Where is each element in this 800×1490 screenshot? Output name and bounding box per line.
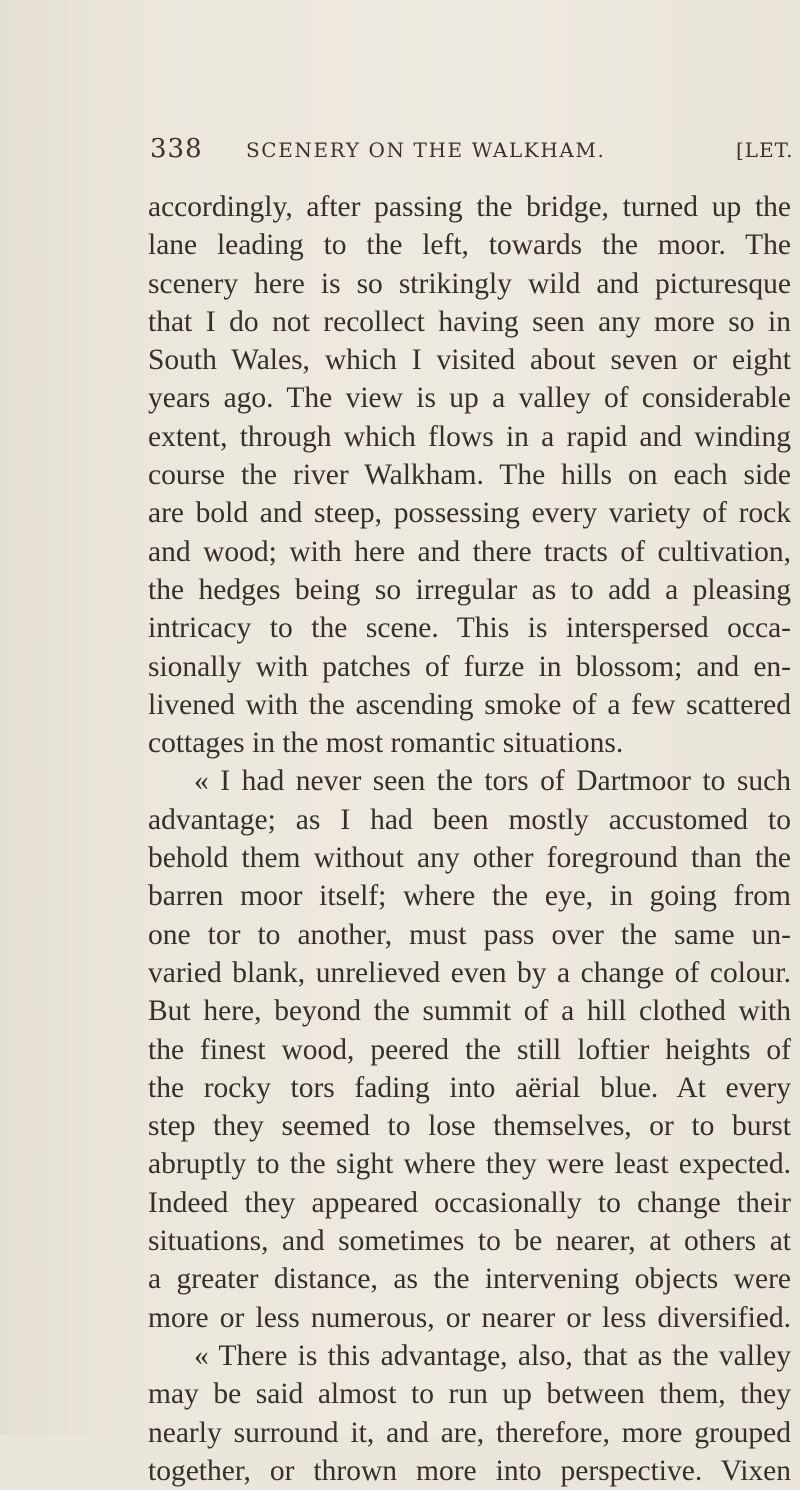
text-line: situations, and sometimes to be nearer, at others at: [148, 1225, 791, 1258]
text-line: abruptly to the sight where they were least expected.: [148, 1148, 791, 1181]
text-line: South Wales, which I visited about seven or eight: [148, 344, 791, 377]
text-line: together, or thrown more into perspective. Vixen: [148, 1454, 791, 1487]
page-number: 338: [150, 134, 203, 164]
text-line: sionally with patches of furze in blossom; and en-: [148, 650, 791, 683]
text-line: advantage; as I had been mostly accustomed to: [148, 803, 791, 836]
text-line: years ago. The view is up a valley of considerable: [148, 382, 791, 415]
text-line: course the river Walkham. The hills on each side: [148, 459, 791, 492]
text-line: one tor to another, must pass over the same un-: [148, 918, 791, 951]
page-header: [150, 134, 800, 184]
text-line: Indeed they appeared occasionally to change their: [148, 1186, 791, 1219]
text-line: accordingly, after passing the bridge, turned up the: [148, 191, 791, 223]
text-line: scenery here is so strikingly wild and picturesque: [148, 267, 791, 300]
text-line: the hedges being so irregular as to add a pleasing: [148, 573, 791, 606]
body-text: [148, 188, 791, 1490]
text-line: behold them without any other foreground than the: [148, 842, 791, 875]
text-line: But here, beyond the summit of a hill clothed with: [148, 995, 791, 1028]
text-line: lane leading to the left, towards the moor. The: [148, 229, 791, 262]
text-line: a greater distance, as the intervening objects were: [148, 1263, 791, 1296]
text-line: the rocky tors fading into aërial blue. At every: [148, 1071, 791, 1104]
text-line: step they seemed to lose themselves, or to burst: [148, 1110, 791, 1143]
text-line: intricacy to the scene. This is interspersed occa-: [148, 612, 791, 645]
text-line: cottages in the most romantic situations.: [148, 727, 624, 760]
text-line: the finest wood, peered the still loftier heights of: [148, 1033, 791, 1066]
text-line: are bold and steep, possessing every variety of rock: [148, 497, 791, 530]
text-line: nearly surround it, and are, therefore, more grouped: [148, 1416, 791, 1449]
section-mark: [LET.: [736, 138, 794, 162]
text-line: may be said almost to run up between them, they: [148, 1378, 791, 1411]
text-line: livened with the ascending smoke of a few scattered: [148, 688, 791, 721]
running-title: SCENERY ON THE WALKHAM.: [246, 138, 606, 162]
text-line: that I do not recollect having seen any more so in: [148, 305, 791, 338]
text-line: extent, through which flows in a rapid and winding: [148, 420, 791, 453]
text-line: more or less numerous, or nearer or less diversified.: [148, 1301, 791, 1334]
text-line: « I had never seen the tors of Dartmoor to such: [194, 765, 791, 798]
text-line: barren moor itself; where the eye, in going from: [148, 880, 791, 913]
text-line: varied blank, unrelieved even by a change of colour.: [148, 956, 791, 989]
text-line: and wood; with here and there tracts of cultivation,: [148, 535, 791, 568]
text-line: « There is this advantage, also, that as the valley: [194, 1339, 791, 1372]
